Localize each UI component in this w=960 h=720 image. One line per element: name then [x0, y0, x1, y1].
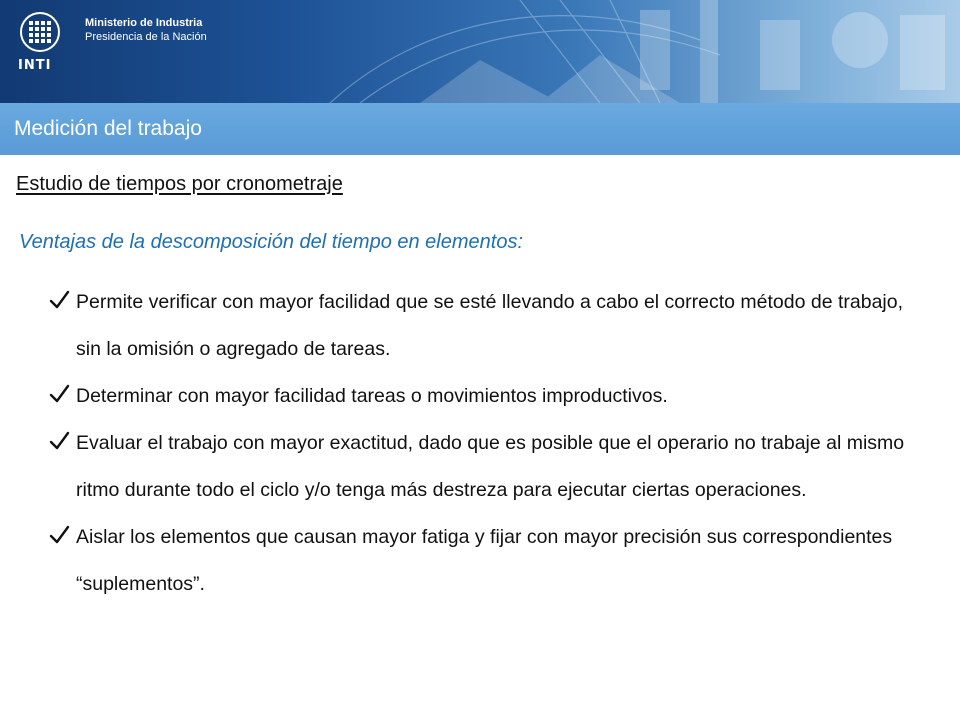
bullet-item — [40, 420, 920, 514]
bullet-text: Determinar con mayor facilidad tareas o movimientos improductivos. — [76, 385, 668, 407]
banner-decoration-graphic — [0, 0, 960, 103]
bullet-text: Aislar los elementos que causan mayor fatiga y fijar con mayor precisión sus correspondientes “suplementos”. — [76, 526, 893, 595]
bullet-item — [40, 373, 920, 420]
bullet-item — [40, 514, 920, 608]
check-icon — [48, 524, 70, 546]
bullet-text: Permite verificar con mayor facilidad que se esté llevando a cabo el correcto método de trabajo, sin la omisión o agregado de tareas. — [76, 291, 904, 360]
presidency-name: Presidencia de la Nación — [85, 31, 207, 43]
subheading: Ventajas de la descomposición del tiempo en elementos: — [19, 231, 524, 253]
header-banner — [0, 0, 960, 103]
inti-logo-icon — [20, 12, 60, 52]
section-heading: Estudio de tiempos por cronometraje — [16, 173, 343, 195]
bullet-text: Evaluar el trabajo con mayor exactitud, dado que es posible que el operario no trabaje al mismo ritmo durante todo el ciclo y/o tenga más destreza para ejecutar ciertas operaciones. — [76, 432, 905, 501]
bullet-item — [40, 279, 920, 373]
bullet-list — [40, 279, 920, 608]
slide-title: Medición del trabajo — [14, 117, 202, 140]
check-icon — [48, 430, 70, 452]
check-icon — [48, 289, 70, 311]
check-icon — [48, 383, 70, 405]
logo-label: INTI — [18, 58, 52, 73]
ministry-name: Ministerio de Industria — [85, 17, 203, 29]
